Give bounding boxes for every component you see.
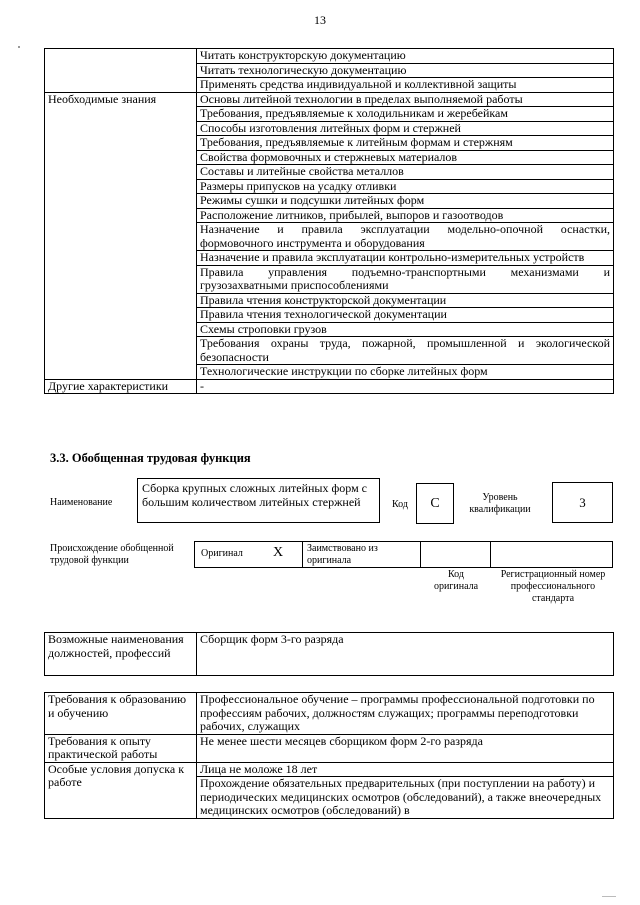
table-cell-value: Свойства формовочных и стержневых материалов	[197, 150, 614, 165]
skills-knowledge-table	[44, 48, 614, 394]
level-value-box: 3	[552, 482, 613, 523]
table-row	[45, 734, 614, 762]
page-number: 13	[314, 13, 326, 27]
origin-label: Происхождение обобщенной трудовой функции	[50, 543, 174, 566]
table-cell-value: Составы и литейные свойства металлов	[197, 165, 614, 180]
reg-number-caption: Регистрационный номер профессионального стандарта	[500, 569, 606, 604]
table-cell-value: Расположение литников, прибылей, выпоров и газоотводов	[197, 208, 614, 223]
table-cell-label: Особые условия допуска к работе	[45, 762, 197, 818]
scan-speck	[18, 46, 20, 48]
table-cell-value: Назначение и правила эксплуатации модельно-опочной оснастки, формовочного инструмента и оборудования	[197, 223, 614, 251]
table-row	[45, 49, 614, 64]
table-cell-label: Возможные наименования должностей, профессий	[45, 633, 197, 676]
name-label: Наименование	[50, 497, 113, 508]
table-cell-label: Требования к образованию и обучению	[45, 693, 197, 735]
table-row	[45, 379, 614, 394]
table-cell-label: Необходимые знания	[45, 92, 197, 379]
table-cell-value: Не менее шести месяцев сборщиком форм 2-го разряда	[197, 734, 614, 762]
section-title: 3.3. Обобщенная трудовая функция	[50, 451, 251, 465]
table-cell-value: Читать технологическую документацию	[197, 63, 614, 78]
table-cell-value: Прохождение обязательных предварительных (при поступлении на работу) и периодических медицинских осмотров (обследований), а также внеочередных медицинских осмотров (обследований) в	[197, 777, 614, 819]
original-mark: X	[273, 545, 284, 560]
table-cell-value: Режимы сушки и подсушки литейных форм	[197, 194, 614, 209]
table-cell-value: Размеры припусков на усадку отливки	[197, 179, 614, 194]
table-cell-value: Правила управления подъемно-транспортными механизмами и грузозахватными приспособлениями	[197, 265, 614, 293]
table-cell-value: Схемы строповки грузов	[197, 322, 614, 337]
function-name-box: Сборка крупных сложных литейных форм с большим количеством литейных стержней	[137, 478, 380, 523]
original-label: Оригинал	[201, 548, 243, 559]
code-caption: Код оригинала	[433, 569, 479, 592]
table-cell-value: Профессиональное обучение – программы профессиональной подготовки по профессиям рабочих, должностям служащих; программы переподготовки рабочих, служащих	[197, 693, 614, 735]
table-cell-value: Основы литейной технологии в пределах выполняемой работы	[197, 92, 614, 107]
table-cell-value: Требования, предъявляемые к холодильникам и жеребейкам	[197, 107, 614, 122]
borrowed-label: Заимствовано из оригинала	[307, 543, 378, 566]
table-row	[45, 92, 614, 107]
table-cell-value: Правила чтения конструкторской документации	[197, 293, 614, 308]
origin-divider	[420, 541, 421, 568]
positions-table	[44, 632, 614, 676]
table-cell-label: Требования к опыту практической работы	[45, 734, 197, 762]
table-cell-value: Читать конструкторскую документацию	[197, 49, 614, 64]
table-cell-value: Лица не моложе 18 лет	[197, 762, 614, 777]
table-row	[45, 762, 614, 777]
table-cell-label	[45, 49, 197, 93]
origin-divider	[302, 541, 303, 568]
level-label: Уровень квалификации	[469, 492, 531, 515]
table-row	[45, 693, 614, 735]
origin-divider	[490, 541, 491, 568]
table-cell-value: Требования охраны труда, пожарной, промышленной и экологической безопасности	[197, 337, 614, 365]
requirements-table	[44, 692, 614, 819]
scan-mark	[602, 896, 616, 897]
table-row	[45, 633, 614, 676]
code-label: Код	[392, 499, 408, 510]
table-cell-value: Способы изготовления литейных форм и стержней	[197, 121, 614, 136]
table-cell-value: Сборщик форм 3-го разряда	[197, 633, 614, 676]
code-value-box: C	[416, 483, 454, 524]
table-cell-value: -	[197, 379, 614, 394]
table-cell-value: Применять средства индивидуальной и коллективной защиты	[197, 78, 614, 93]
table-cell-value: Правила чтения технологической документации	[197, 308, 614, 323]
table-cell-value: Технологические инструкции по сборке литейных форм	[197, 365, 614, 380]
table-cell-value: Назначение и правила эксплуатации контрольно-измерительных устройств	[197, 251, 614, 266]
table-cell-value: Требования, предъявляемые к литейным формам и стержням	[197, 136, 614, 151]
table-cell-label: Другие характеристики	[45, 379, 197, 394]
